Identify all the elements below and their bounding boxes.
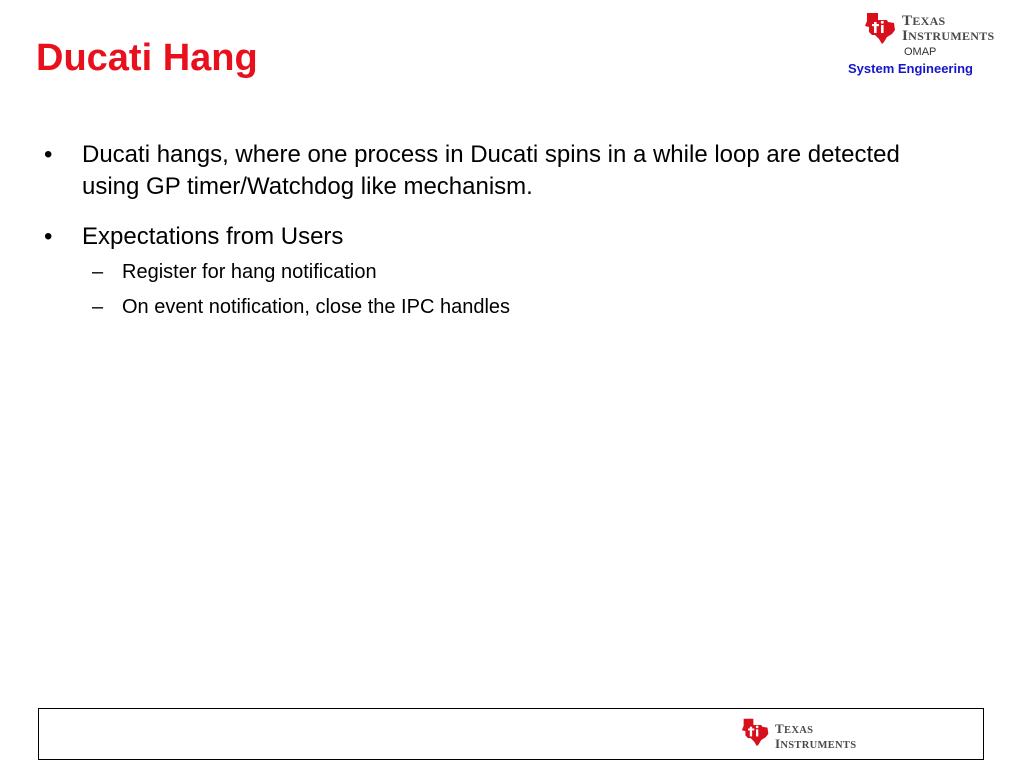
sub-bullet-text: Register for hang notification [122,261,377,283]
texas-instruments-wordmark: TEXAS INSTRUMENTS [775,721,857,751]
bullet-line: Ducati hangs, where one process in Ducati spins in a while loop are detected [82,141,900,168]
product-label: OMAP [904,46,937,58]
bullet-text [82,139,982,203]
texas-instruments-logo-icon [864,11,898,45]
bullet-marker: • [44,141,53,168]
texas-instruments-wordmark: TEXAS INSTRUMENTS [902,13,995,44]
footer-logo [741,717,881,751]
bullet-text [82,221,982,253]
footer-bar [38,708,984,760]
bullet-marker: • [44,223,53,250]
slide-title: Ducati Hang [36,37,258,79]
sub-bullet-text: On event notification, close the IPC handles [122,296,511,318]
header-logo [864,11,1014,51]
texas-instruments-logo-icon [741,717,771,747]
sub-bullet-marker: – [92,261,104,283]
sub-bullet-marker: – [92,296,104,318]
department-label: System Engineering [848,61,973,76]
bullet-line: using GP timer/Watchdog like mechanism. [82,173,533,200]
bullet-line: Expectations from Users [82,223,344,250]
